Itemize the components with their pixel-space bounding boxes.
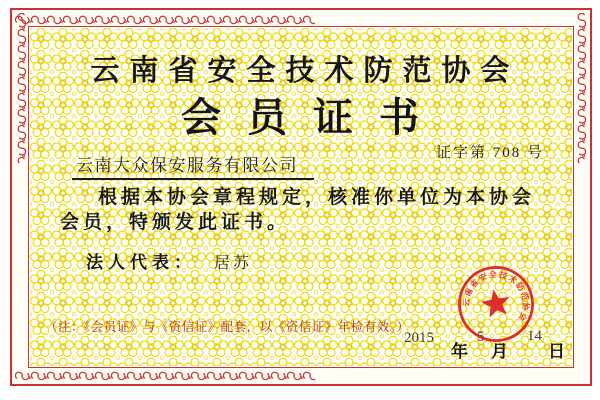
certificate-number: 证字第 708 号	[436, 145, 545, 161]
issue-month: 5	[477, 329, 485, 345]
seal-star-icon	[479, 287, 512, 319]
legal-representative-label: 法人代表：	[86, 253, 196, 272]
day-unit-label: 日	[548, 342, 565, 361]
month-unit-label: 月	[491, 342, 508, 361]
member-company-name: 云南大众保安服务有限公司	[72, 151, 314, 180]
seal-text: 云南省安全技术防范协会	[461, 269, 531, 324]
legal-representative-row	[86, 248, 252, 273]
body-line-1: 根据本协会章程规定，核准你单位为本协会	[98, 187, 536, 208]
legal-representative-name: 居苏	[214, 255, 253, 272]
year-unit-label: 年	[451, 342, 468, 361]
issue-year: 2015	[404, 330, 434, 346]
body-line-2: 会员，特颁发此证书。	[60, 212, 291, 233]
certificate-title: 会员证书	[181, 95, 445, 140]
footnote: （注：《会员证》与《资信证》配套，以《资信证》年检有效。）	[45, 320, 410, 334]
certificate-body	[60, 185, 535, 235]
issue-day: 14	[527, 328, 542, 344]
official-seal	[456, 264, 536, 344]
association-title: 云南省安全技术防范协会	[90, 55, 520, 87]
